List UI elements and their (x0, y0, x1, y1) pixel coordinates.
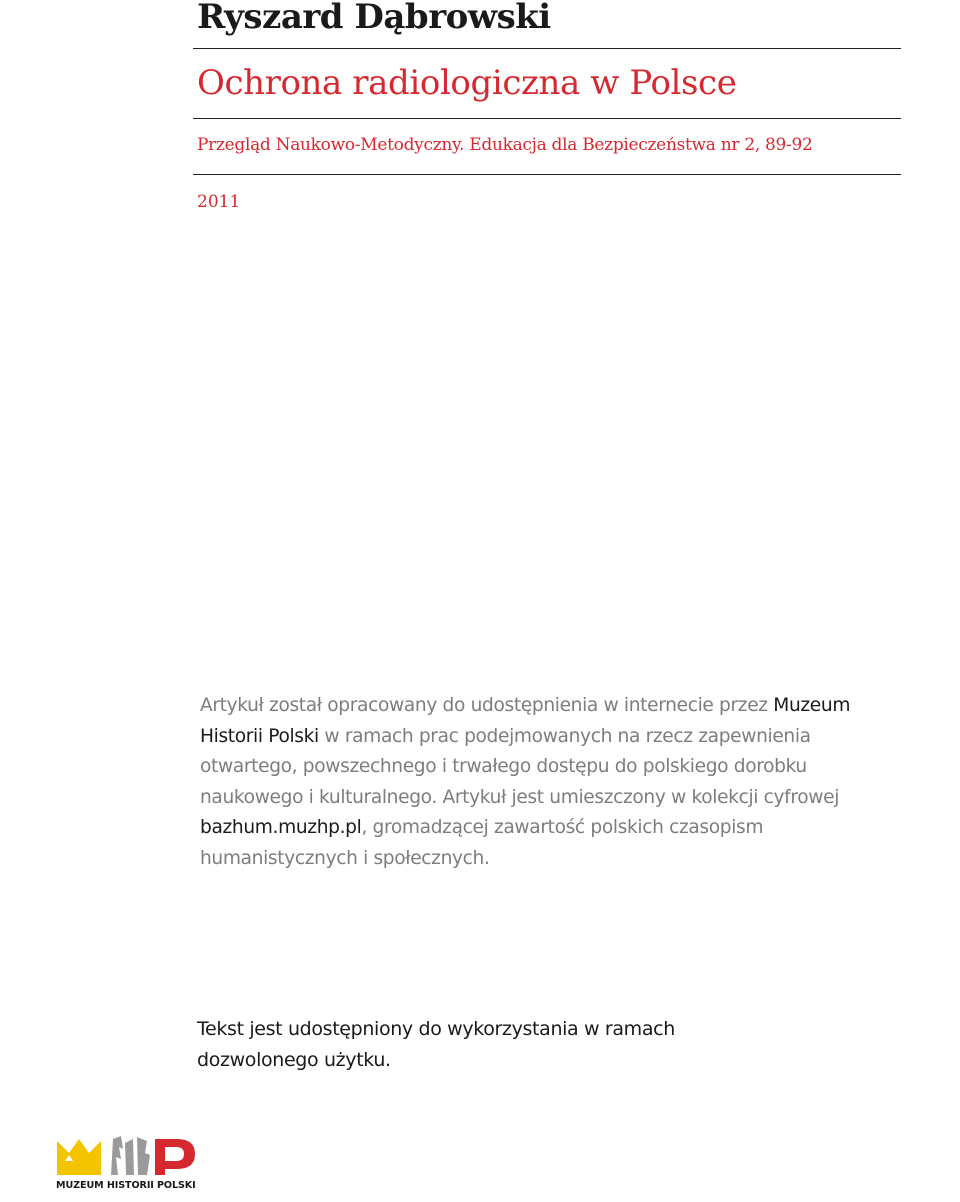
availability-notice (200, 691, 880, 875)
logo-label: MUZEUM HISTORII POLSKI (56, 1180, 196, 1191)
museum-name: Muzeum Historii Polski (200, 695, 851, 747)
divider-top (193, 48, 901, 49)
license-notice: Tekst jest udostępniony do wykorzystania w ramach dozwolonego użytku. (197, 1018, 675, 1071)
collection-link[interactable]: bazhum.muzhp.pl (200, 817, 362, 839)
museum-logo (55, 1133, 205, 1195)
notice-text-3: , gromadzącej zawartość polskich czasopism humanistycznych i społecznych. (200, 817, 764, 869)
notice-text-2: w ramach prac podejmowanych na rzecz zapewnienia otwartego, powszechnego i trwałego dostępu do polskiego dorobku naukowego i kulturalnego. Artykuł jest umieszczony w kolekcji cyfrowej (200, 725, 840, 808)
logo-mark-icon (55, 1133, 205, 1181)
divider-middle (193, 118, 901, 119)
divider-bottom (193, 174, 901, 175)
notice-text-1: Artykuł został opracowany do udostępnienia w internecie przez (200, 695, 774, 716)
publication-year: 2011 (197, 192, 241, 212)
publication-source: Przegląd Naukowo-Metodyczny. Edukacja dla Bezpieczeństwa nr 2, 89-92 (197, 135, 813, 155)
article-title: Ochrona radiologiczna w Polsce (197, 63, 737, 103)
author-name: Ryszard Dąbrowski (197, 0, 551, 37)
